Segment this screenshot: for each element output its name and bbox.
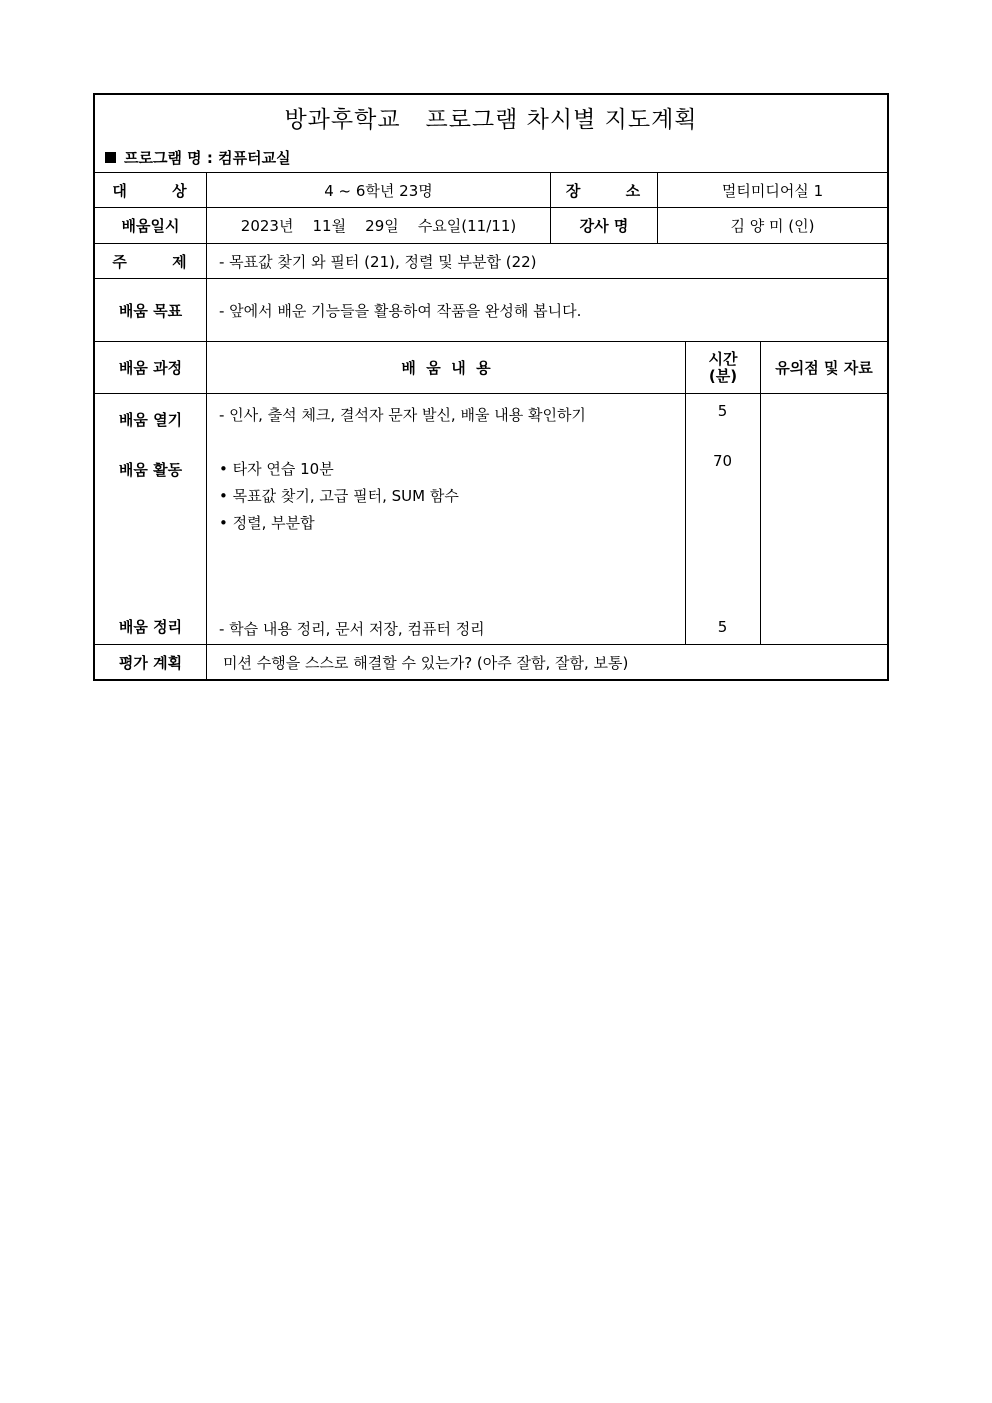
process-header: 배움 과정 [118, 359, 183, 377]
topic-row [95, 244, 887, 279]
place-value: 멀티미디어실 1 [657, 173, 887, 207]
activity-bullet: • 정렬, 부분합 [219, 514, 315, 532]
goal-row [95, 279, 887, 342]
notes-column [760, 394, 887, 644]
goal-label: 배움 목표 [118, 301, 183, 320]
content-header: 배 움 내 용 [206, 342, 685, 393]
time-header: 시간 (분) [685, 342, 760, 393]
stage-open-time: 5 [717, 402, 728, 420]
target-label: 대 상 [112, 181, 189, 200]
lesson-plan-table [93, 93, 889, 681]
date-label: 배움일시 [121, 217, 180, 235]
process-column [95, 394, 206, 644]
activity-bullet: • 타자 연습 10분 [219, 460, 334, 478]
process-body [95, 394, 887, 645]
stage-open-label: 배움 열기 [118, 411, 183, 429]
goal-value: - 앞에서 배운 기능들을 활용하여 작품을 완성해 봅니다. [206, 279, 887, 341]
stage-close-text: - 학습 내용 정리, 문서 저장, 컴퓨터 정리 [219, 620, 485, 638]
stage-activity-label: 배움 활동 [118, 461, 183, 479]
program-name-text: 프로그램 명 : 컴퓨터교실 [124, 149, 291, 167]
title-row [95, 95, 887, 173]
program-name [105, 147, 291, 168]
stage-close-label: 배움 정리 [118, 618, 183, 636]
evaluation-row [95, 645, 887, 679]
target-value: 4 ~ 6학년 23명 [206, 173, 550, 207]
stage-open-text: - 인사, 출석 체크, 결석자 문자 발신, 배울 내용 확인하기 [219, 406, 586, 424]
topic-label: 주 제 [112, 252, 189, 271]
eval-value: 미션 수행을 스스로 해결할 수 있는가? (아주 잘함, 잘함, 보통) [206, 645, 887, 679]
teacher-label: 강사 명 [550, 208, 657, 243]
place-label: 장 소 [550, 173, 657, 207]
square-bullet-icon [105, 152, 116, 163]
stage-activity-time: 70 [712, 452, 733, 470]
date-value: 2023년 11월 29일 수요일(11/11) [206, 208, 550, 243]
date-row [95, 208, 887, 244]
topic-value: - 목표값 찾기 와 필터 (21), 정렬 및 부분합 (22) [206, 244, 887, 278]
activity-bullet: • 목표값 찾기, 고급 필터, SUM 함수 [219, 487, 459, 505]
teacher-value: 김 양 미 (인) [657, 208, 887, 243]
document-title: 방과후학교 프로그램 차시별 지도계획 [284, 107, 698, 133]
process-header-row [95, 342, 887, 394]
notes-header: 유의점 및 자료 [760, 342, 887, 393]
target-row [95, 173, 887, 208]
time-column [685, 394, 760, 644]
stage-close-time: 5 [717, 618, 728, 636]
eval-label: 평가 계획 [118, 653, 183, 672]
